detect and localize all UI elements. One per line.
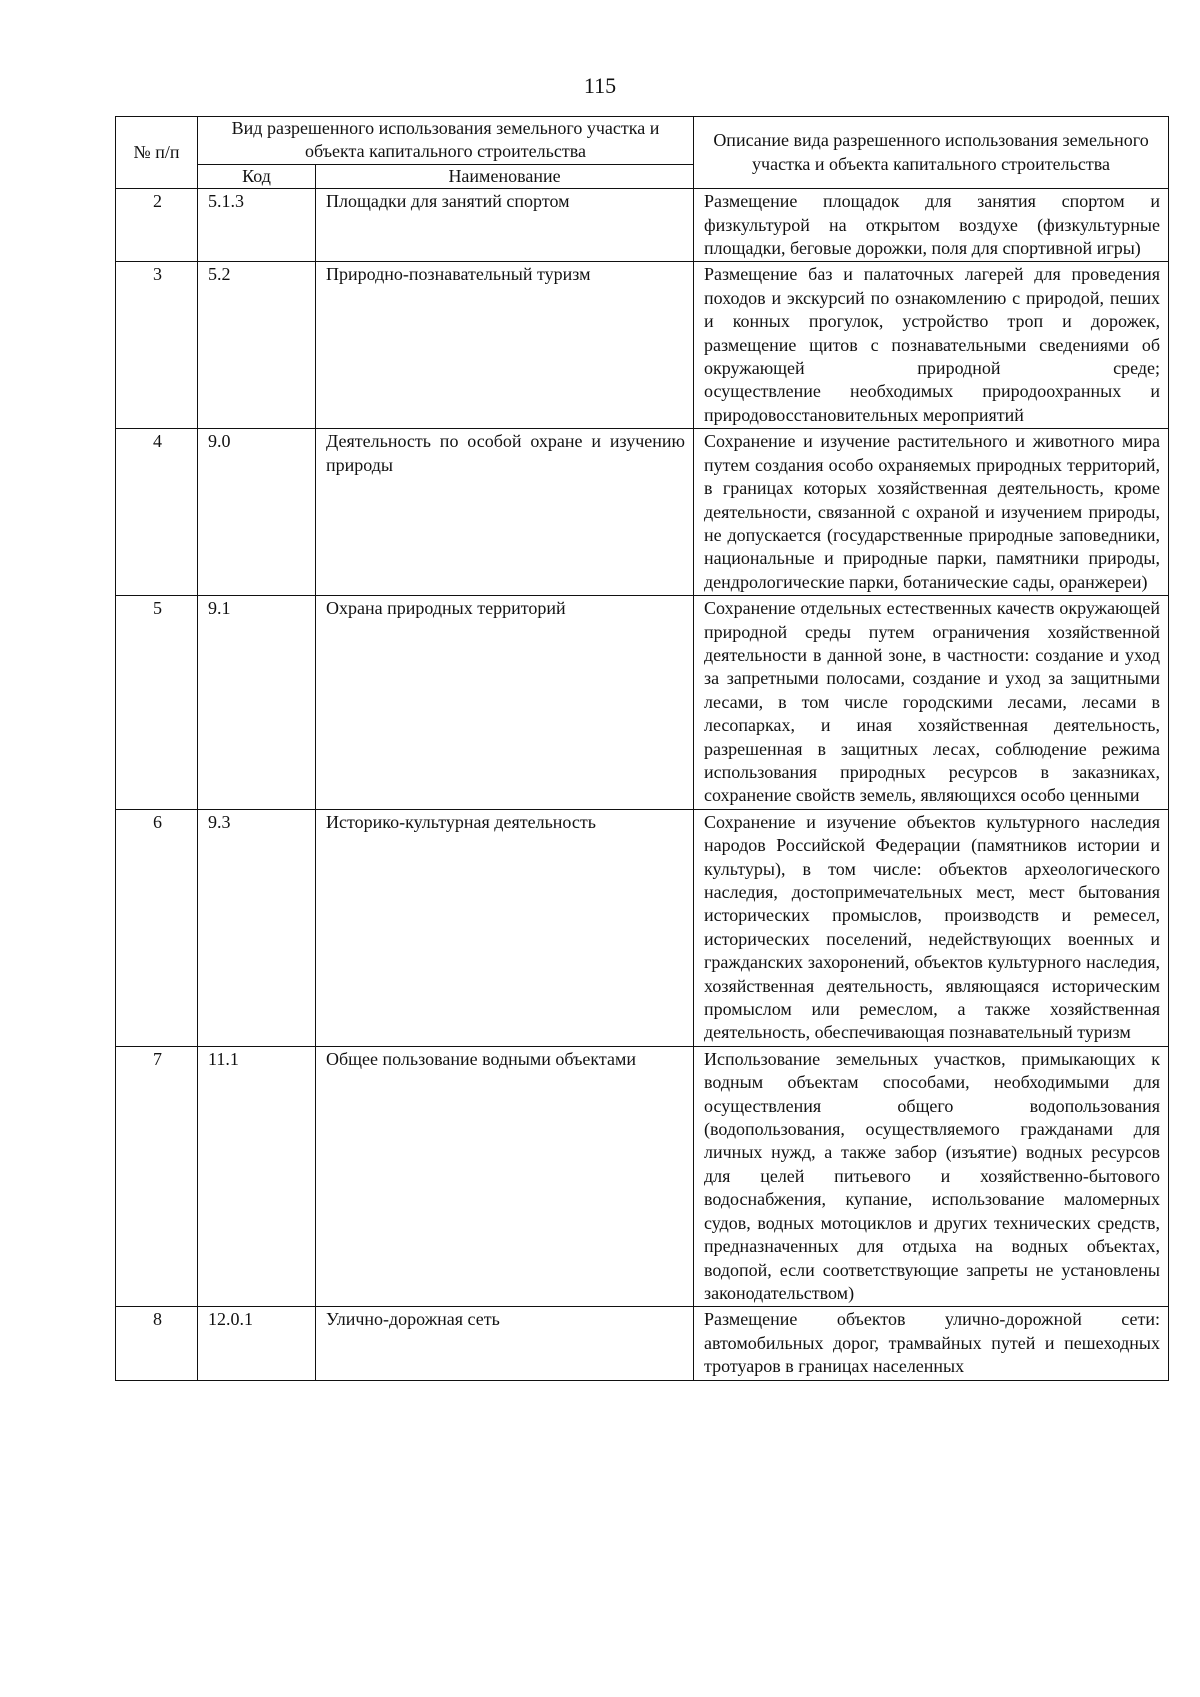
- table-row: [116, 262, 1169, 429]
- description-paragraph: Сохранение и изучение растительного и животного мира путем создания особо охраняемых природных территорий, в границах которых хозяйственная деятельность, кроме деятельности, связанной с охраной и изучением природы, не допускается (государственные природные заповедники, национальные и природные парки, памятники природы, дендрологические парки, ботанические сады, оранжереи): [704, 431, 1161, 592]
- row-code: 9.3: [198, 809, 316, 1046]
- header-group: Вид разрешенного использования земельного участка и объекта капитального строительства: [198, 117, 694, 165]
- row-name: Улично-дорожная сеть: [316, 1307, 694, 1380]
- page-number: 115: [583, 73, 617, 98]
- row-number: 8: [116, 1307, 198, 1380]
- row-code: 5.2: [198, 262, 316, 429]
- table-row: [116, 429, 1169, 596]
- table-row: [116, 596, 1169, 810]
- row-description: [694, 809, 1169, 1046]
- row-description: [694, 596, 1169, 810]
- row-description: [694, 262, 1169, 429]
- description-paragraph: Размещение объектов улично-дорожной сети: автомобильных дорог, трамвайных путей и пешеходных тротуаров в границах населенных: [704, 1309, 1161, 1377]
- row-name: Общее пользование водными объектами: [316, 1046, 694, 1306]
- row-code: 12.0.1: [198, 1307, 316, 1380]
- table-row: [116, 189, 1169, 262]
- row-name: Площадки для занятий спортом: [316, 189, 694, 262]
- row-number: 6: [116, 809, 198, 1046]
- row-number: 5: [116, 596, 198, 810]
- row-description: [694, 429, 1169, 596]
- row-code: 5.1.3: [198, 189, 316, 262]
- row-description: [694, 1307, 1169, 1380]
- table-row: [116, 809, 1169, 1046]
- description-paragraph: Размещение баз и палаточных лагерей для проведения походов и экскурсий по ознакомлению с природой, пеших и конных прогулок, устройство троп и дорожек, размещение щитов с познавательными сведениями об окружающей природной среде;: [704, 264, 1161, 379]
- table-body: [116, 189, 1169, 1380]
- description-paragraph: Размещение площадок для занятия спортом и физкультурой на открытом воздухе (физкультурные площадки, беговые дорожки, поля для спортивной игры): [704, 191, 1161, 259]
- header-code: Код: [198, 164, 316, 188]
- row-description: [694, 1046, 1169, 1306]
- table-row: [116, 1307, 1169, 1380]
- row-name: Историко-культурная деятельность: [316, 809, 694, 1046]
- header-description: Описание вида разрешенного использования земельного участка и объекта капитального строительства: [694, 117, 1169, 189]
- table-header: [116, 117, 1169, 189]
- header-num: № п/п: [116, 117, 198, 189]
- header-name: Наименование: [316, 164, 694, 188]
- land-use-table: [115, 116, 1169, 1381]
- row-name: Природно-познавательный туризм: [316, 262, 694, 429]
- description-paragraph: осуществление необходимых природоохранных и природовосстановительных мероприятий: [704, 381, 1161, 425]
- row-number: 7: [116, 1046, 198, 1306]
- row-name: Охрана природных территорий: [316, 596, 694, 810]
- row-number: 3: [116, 262, 198, 429]
- table-row: [116, 1046, 1169, 1306]
- row-name: Деятельность по особой охране и изучению природы: [316, 429, 694, 596]
- row-number: 2: [116, 189, 198, 262]
- description-paragraph: Сохранение отдельных естественных качеств окружающей природной среды путем ограничения хозяйственной деятельности в данной зоне, в частности: создание и уход за запретными полосами, создание и уход за защитными лесами, в том числе городскими лесами, лесами в лесопарках, и иная хозяйственная деятельность, разрешенная в защитных лесах, соблюдение режима использования природных ресурсов в заказниках, сохранение свойств земель, являющихся особо ценными: [704, 598, 1161, 806]
- row-code: 9.0: [198, 429, 316, 596]
- row-code: 9.1: [198, 596, 316, 810]
- description-paragraph: Сохранение и изучение объектов культурного наследия народов Российской Федерации (памятников истории и культуры), в том числе: объектов археологического наследия, достопримечательных мест, мест бытования исторических промыслов, производств и ремесел, исторических поселений, недействующих военных и гражданских захоронений, объектов культурного наследия, хозяйственная деятельность, являющаяся историческим промыслом или ремеслом, а также хозяйственная деятельность, обеспечивающая познавательный туризм: [704, 811, 1161, 1043]
- row-code: 11.1: [198, 1046, 316, 1306]
- row-description: [694, 189, 1169, 262]
- description-paragraph: Использование земельных участков, примыкающих к водным объектам способами, необходимыми для осуществления общего водопользования (водопользования, осуществляемого гражданами для личных нужд, а также забор (изъятие) водных ресурсов для целей питьевого и хозяйственно-бытового водоснабжения, купание, использование маломерных судов, водных мотоциклов и других технических средств, предназначенных для отдыха на водных объектах, водопой, если соответствующие запреты не установлены законодательством): [704, 1048, 1161, 1303]
- row-number: 4: [116, 429, 198, 596]
